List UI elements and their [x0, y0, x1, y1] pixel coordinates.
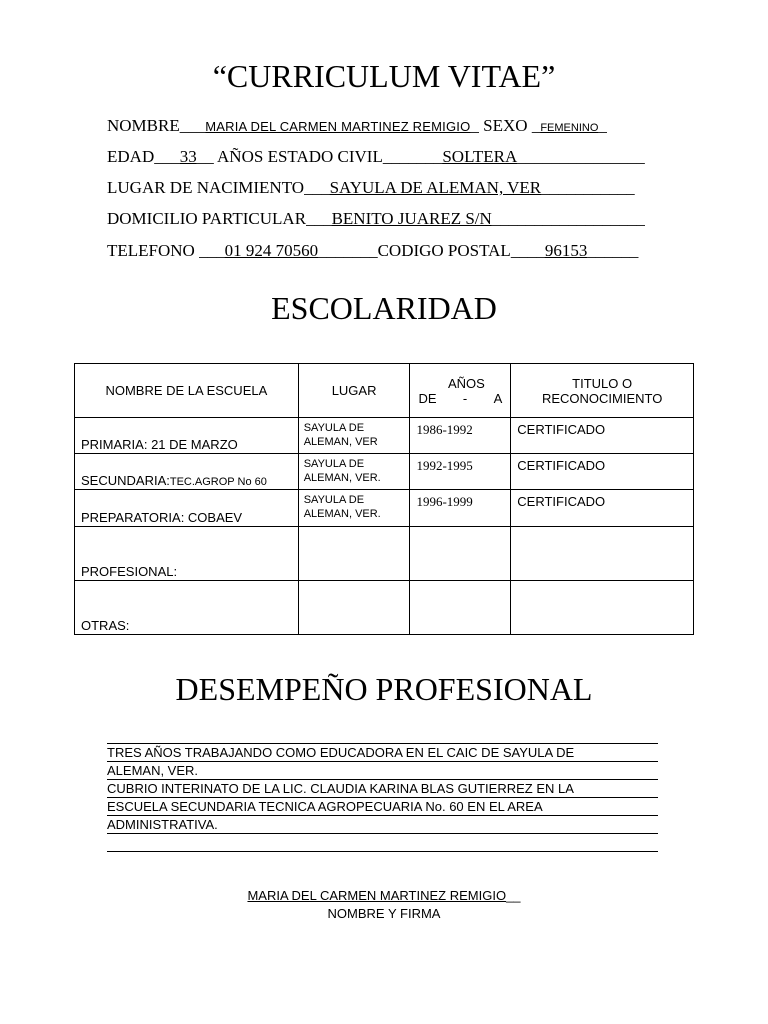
header-dash: -	[462, 390, 468, 406]
lugar-line2: ALEMAN, VER.	[303, 508, 381, 520]
lugar-cell	[298, 527, 410, 581]
signature-name-row: MARIA DEL CARMEN MARTINEZ REMIGIO__	[247, 888, 521, 903]
estado-label: ESTADO CIVIL	[267, 147, 383, 166]
titulo-cell	[511, 527, 694, 581]
years-cell	[410, 581, 511, 635]
edad-value: 33	[179, 147, 197, 166]
table-row	[75, 527, 694, 581]
titulo-cell: CERTIFICADO	[511, 418, 694, 454]
header-anos	[410, 364, 511, 418]
lugar-line2: ALEMAN, VER.	[303, 472, 381, 484]
header-titulo-line1: TITULO O	[572, 375, 633, 391]
desempeno-line: ESCUELA SECUNDARIA TECNICA AGROPECUARIA No. 60 EN EL AREA	[107, 798, 658, 816]
table-header-row	[75, 364, 694, 418]
header-titulo-line2: RECONOCIMIENTO	[541, 390, 663, 406]
table-row	[75, 418, 694, 454]
table-row	[75, 490, 694, 527]
header-titulo	[511, 364, 694, 418]
lugar-label: LUGAR DE NACIMIENTO	[107, 178, 305, 197]
signature-label: NOMBRE Y FIRMA	[327, 906, 441, 921]
header-a: A	[493, 390, 503, 406]
school-cell: OTRAS:	[75, 581, 299, 635]
header-lugar: LUGAR	[298, 364, 410, 418]
years-cell: 1996-1999	[410, 490, 511, 527]
years-cell	[410, 527, 511, 581]
years-cell: 1986-1992	[410, 418, 511, 454]
domicilio-value: BENITO JUAREZ S/N	[331, 209, 492, 228]
titulo-cell	[511, 581, 694, 635]
lugar-line2: ALEMAN, VER	[303, 436, 378, 448]
lugar-value: SAYULA DE ALEMAN, VER	[329, 178, 542, 197]
titulo-cell: CERTIFICADO	[511, 454, 694, 490]
header-anos-label: AÑOS	[447, 375, 485, 391]
nombre-label: NOMBRE	[107, 116, 180, 135]
anos-label: AÑOS	[217, 147, 264, 166]
lugar-line1: SAYULA DE	[303, 458, 365, 470]
desempeno-line: TRES AÑOS TRABAJANDO COMO EDUCADORA EN EL CAIC DE SAYULA DE	[107, 744, 658, 762]
desempeno-line: ALEMAN, VER.	[107, 762, 658, 780]
school-cell: PRIMARIA: 21 DE MARZO	[75, 418, 299, 454]
table-row	[75, 454, 694, 490]
escolaridad-title: ESCOLARIDAD	[271, 290, 497, 326]
lugar-line1: SAYULA DE	[303, 494, 365, 506]
school-name-small: TEC.AGROP No 60	[169, 476, 267, 488]
signature-name: MARIA DEL CARMEN MARTINEZ REMIGIO	[247, 888, 507, 903]
lugar-row: LUGAR DE NACIMIENTO___SAYULA DE ALEMAN, VER___________	[107, 178, 635, 197]
school-cell: PROFESIONAL:	[75, 527, 299, 581]
domicilio-label: DOMICILIO PARTICULAR	[107, 209, 307, 228]
table-row	[75, 581, 694, 635]
desempeno-line: CUBRIO INTERINATO DE LA LIC. CLAUDIA KARINA BLAS GUTIERREZ EN LA	[107, 780, 658, 798]
school-cell: PREPARATORIA: COBAEV	[75, 490, 299, 527]
lugar-cell	[298, 490, 410, 527]
page-title: “CURRICULUM VITAE”	[212, 58, 556, 94]
escolaridad-table	[74, 363, 694, 635]
years-cell: 1992-1995	[410, 454, 511, 490]
desempeno-title: DESEMPEÑO PROFESIONAL	[175, 671, 593, 707]
telefono-row: TELEFONO ___01 924 70560_______CODIGO POSTAL____96153______	[107, 241, 639, 260]
nombre-row: NOMBRE___MARIA DEL CARMEN MARTINEZ REMIGIO_ SEXO _FEMENINO_	[107, 116, 607, 135]
lugar-cell	[298, 418, 410, 454]
lugar-cell	[298, 581, 410, 635]
telefono-value: 01 924 70560	[224, 241, 319, 260]
sexo-value: FEMENINO	[540, 122, 599, 134]
telefono-label: TELEFONO	[107, 241, 195, 260]
header-escuela: NOMBRE DE LA ESCUELA	[75, 364, 299, 418]
edad-label: EDAD	[107, 147, 155, 166]
header-anos-range	[418, 391, 502, 406]
edad-row: EDAD___33__ AÑOS ESTADO CIVIL_______SOLTERA_______________	[107, 147, 645, 166]
blank-line	[107, 851, 658, 852]
school-cell	[75, 454, 299, 490]
lugar-line1: SAYULA DE	[303, 422, 365, 434]
header-de: DE	[418, 390, 437, 406]
desempeno-text	[107, 744, 658, 834]
titulo-cell: CERTIFICADO	[511, 490, 694, 527]
nombre-value: MARIA DEL CARMEN MARTINEZ REMIGIO	[205, 119, 471, 134]
sexo-label: SEXO	[483, 116, 528, 135]
cp-value: 96153	[544, 241, 588, 260]
desempeno-line: ADMINISTRATIVA.	[107, 816, 658, 834]
cp-label: CODIGO POSTAL	[377, 241, 511, 260]
lugar-cell	[298, 454, 410, 490]
domicilio-row: DOMICILIO PARTICULAR___BENITO JUAREZ S/N__________________	[107, 209, 645, 228]
school-label: SECUNDARIA:	[81, 473, 170, 488]
estado-value: SOLTERA	[442, 147, 518, 166]
